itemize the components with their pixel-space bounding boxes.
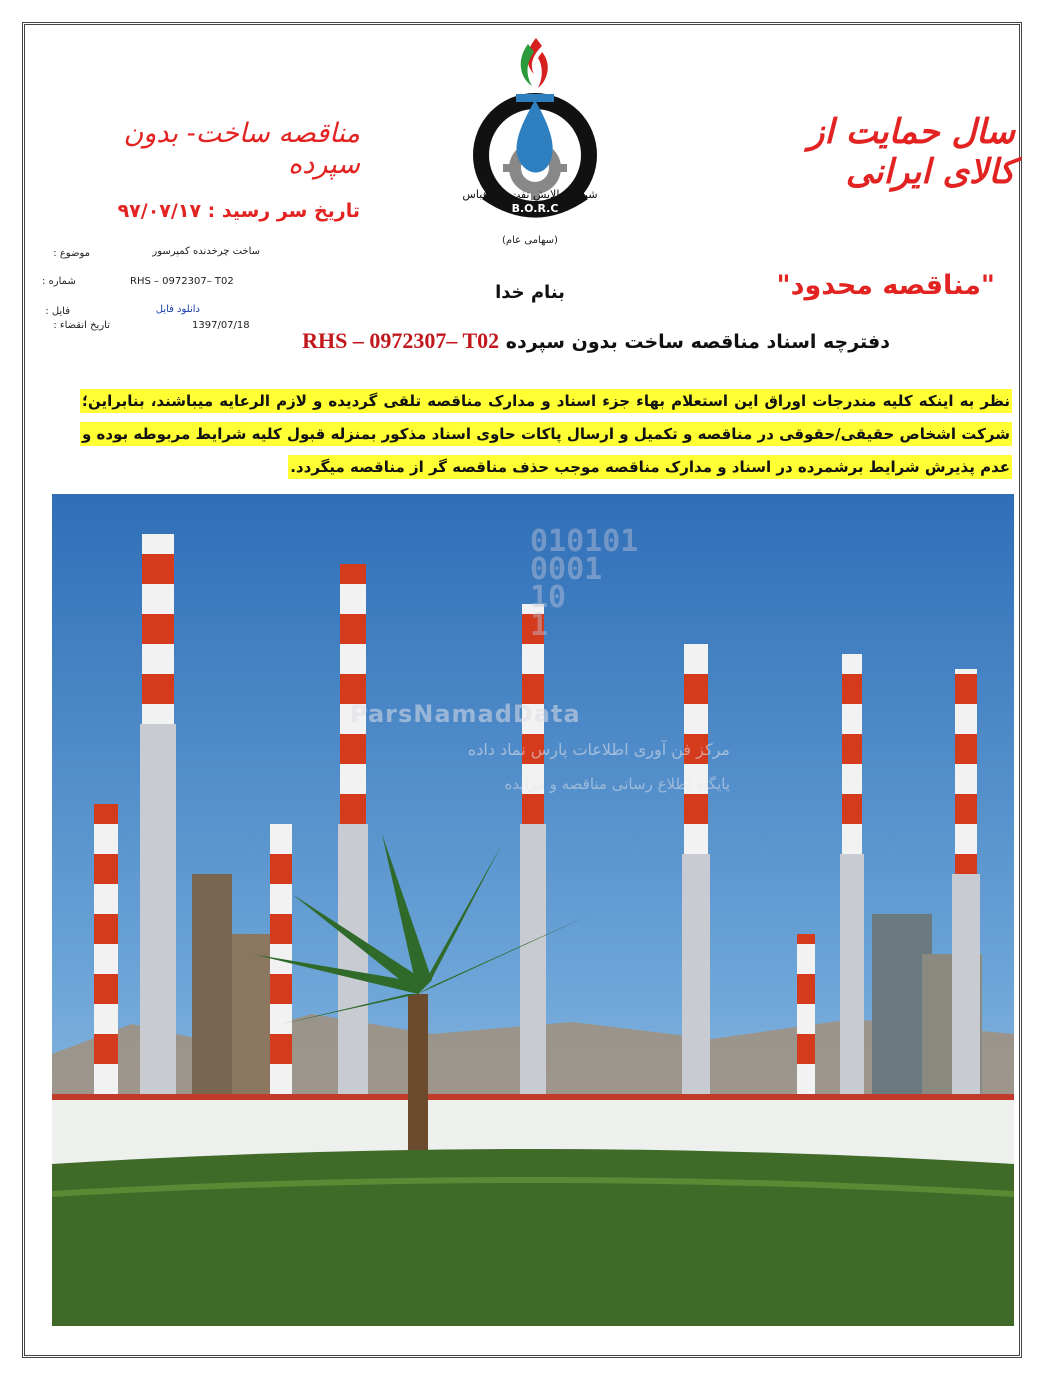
subject-value: ساخت چرخدنده کمپرسور	[152, 246, 260, 257]
borc-logo-icon	[440, 30, 620, 240]
booklet-title-text: دفترچه اسناد مناقصه ساخت بدون سپرده	[505, 331, 890, 353]
notice-paragraph	[80, 385, 1012, 484]
watermark-digits: 010101 0001 10 1	[530, 524, 639, 643]
file-download-link[interactable]: دانلود فایل	[155, 304, 200, 315]
watermark-line2: پایگاه اطلاع رسانی مناقصه و مزایده	[504, 775, 730, 793]
company-abbr: B.O.R.C	[511, 202, 559, 215]
company-logo	[440, 30, 620, 250]
tender-type-heading: مناقصه ساخت- بدون سپرده	[123, 118, 360, 180]
number-label: : شماره	[42, 276, 76, 287]
booklet-code: RHS – 0972307– T02	[302, 328, 500, 353]
expiry-label: تاریخ انقضاء :	[53, 320, 110, 331]
company-subtitle: (سهامی عام)	[502, 235, 558, 246]
subject-label: موضوع :	[53, 248, 90, 259]
limited-tender-title: "مناقصه محدود"	[776, 270, 995, 301]
notice-text: نظر به اینکه کلیه مندرجات اوراق این استعلام بهاء جزء اسناد و مدارک مناقصه تلقی گردیده و لازم الرعایه میباشند، بنابراین؛ شرکت اشخاص حقیقی/حقوقی در مناقصه و تکمیل و ارسال پاکات حاوی اسناد مذکور بمنزله قبول کلیه شرایط مربوطه بوده و عدم پذیرش شرایط برشمرده در اسناد و مدارک مناقصه موجب حذف مناقصه گر از مناقصه میگردد.	[80, 389, 1012, 479]
expiry-value: 1397/07/18	[192, 320, 250, 331]
number-value: RHS – 0972307– T02	[130, 276, 234, 287]
file-label: فایل :	[45, 306, 70, 317]
company-name: شرکت پالایش نفت بندرعباس	[462, 188, 598, 201]
due-date: تاریخ سر رسید : ۹۷/۰۷/۱۷	[117, 200, 360, 222]
watermark-brand: ParsNamadData	[350, 700, 581, 728]
year-slogan: سال حمایت از کالای ایرانی	[808, 112, 1015, 192]
booklet-title	[270, 328, 890, 354]
watermark-line1: مرکز فن آوری اطلاعات پارس نماد داده	[467, 740, 730, 759]
bismillah: بنام خدا	[495, 282, 565, 303]
